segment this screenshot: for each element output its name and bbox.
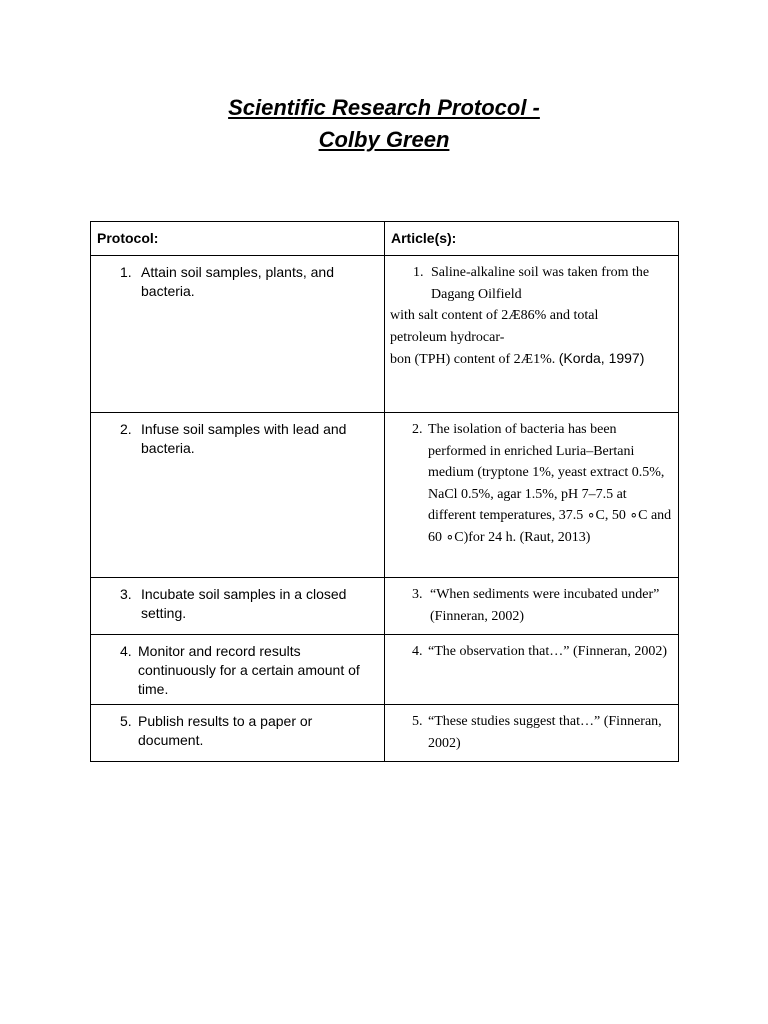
table-header-row	[91, 222, 679, 256]
article-line	[390, 348, 673, 371]
step-text: Infuse soil samples with lead and bacteria.	[141, 421, 347, 456]
protocol-cell	[91, 256, 385, 413]
protocol-step	[120, 712, 376, 750]
article-number: 4.	[412, 644, 423, 659]
article-number: 1.	[413, 265, 424, 280]
step-number: 3.	[120, 586, 132, 602]
article-list-item	[412, 641, 670, 663]
article-list-item	[390, 262, 673, 305]
step-text: Publish results to a paper or document.	[138, 713, 313, 748]
article-cell	[385, 256, 679, 413]
step-number: 2.	[120, 421, 132, 437]
protocol-step	[120, 420, 376, 458]
document-title-line-1: Scientific Research Protocol -	[228, 95, 540, 120]
protocol-column-header: Protocol:	[91, 222, 385, 256]
article-line-text: bon (TPH) content of 2Æ1%.	[390, 352, 556, 367]
article-text: “The observation that…” (Finneran, 2002)	[428, 644, 668, 659]
step-text: Attain soil samples, plants, and bacteria.	[141, 264, 334, 299]
article-number: 3.	[412, 587, 423, 602]
step-number: 5.	[120, 713, 132, 729]
article-cell	[385, 578, 679, 635]
protocol-cell	[91, 635, 385, 705]
article-text: “These studies suggest that…” (Finneran, 2002)	[428, 714, 662, 751]
article-text: Saline-alkaline soil was taken from the Dagang Oilfield	[431, 265, 650, 302]
protocol-cell	[91, 578, 385, 635]
table-row	[91, 256, 679, 413]
step-number: 1.	[120, 264, 132, 280]
step-text: Monitor and record results continuously for a certain amount of time.	[138, 643, 360, 697]
table-row	[91, 413, 679, 578]
protocol-step	[120, 642, 376, 699]
table-row	[91, 635, 679, 705]
table-row	[91, 705, 679, 762]
article-list-item	[412, 711, 670, 754]
article-cell	[385, 413, 679, 578]
protocol-table	[90, 221, 679, 762]
article-text: The isolation of bacteria has been performed in enriched Luria–Bertani medium (tryptone 1%, yeast extract 0.5%, NaCl 0.5%, agar 1.5%, pH 7–7.5 at different temperatures, 37.5 ∘C, 50 ∘C and 60 ∘C)for 24 h. (Raut, 2013)	[428, 422, 672, 545]
protocol-step	[120, 263, 376, 301]
article-list-item	[412, 584, 670, 627]
protocol-cell	[91, 413, 385, 578]
article-number: 5.	[412, 714, 423, 729]
document-title-line-2: Colby Green	[318, 127, 450, 152]
table-row	[91, 578, 679, 635]
article-citation: (Korda, 1997)	[558, 350, 645, 366]
step-number: 4.	[120, 643, 132, 659]
article-text: “When sediments were incubated under” (Finneran, 2002)	[430, 587, 660, 624]
article-cell	[385, 705, 679, 762]
protocol-step	[120, 585, 376, 623]
article-line: with salt content of 2Æ86% and total	[390, 308, 599, 323]
articles-column-header: Article(s):	[385, 222, 679, 256]
protocol-cell	[91, 705, 385, 762]
step-text: Incubate soil samples in a closed setting.	[141, 586, 347, 621]
article-list-item	[412, 419, 674, 548]
article-cell	[385, 635, 679, 705]
article-line: petroleum hydrocar-	[390, 329, 505, 345]
article-number: 2.	[412, 422, 423, 437]
